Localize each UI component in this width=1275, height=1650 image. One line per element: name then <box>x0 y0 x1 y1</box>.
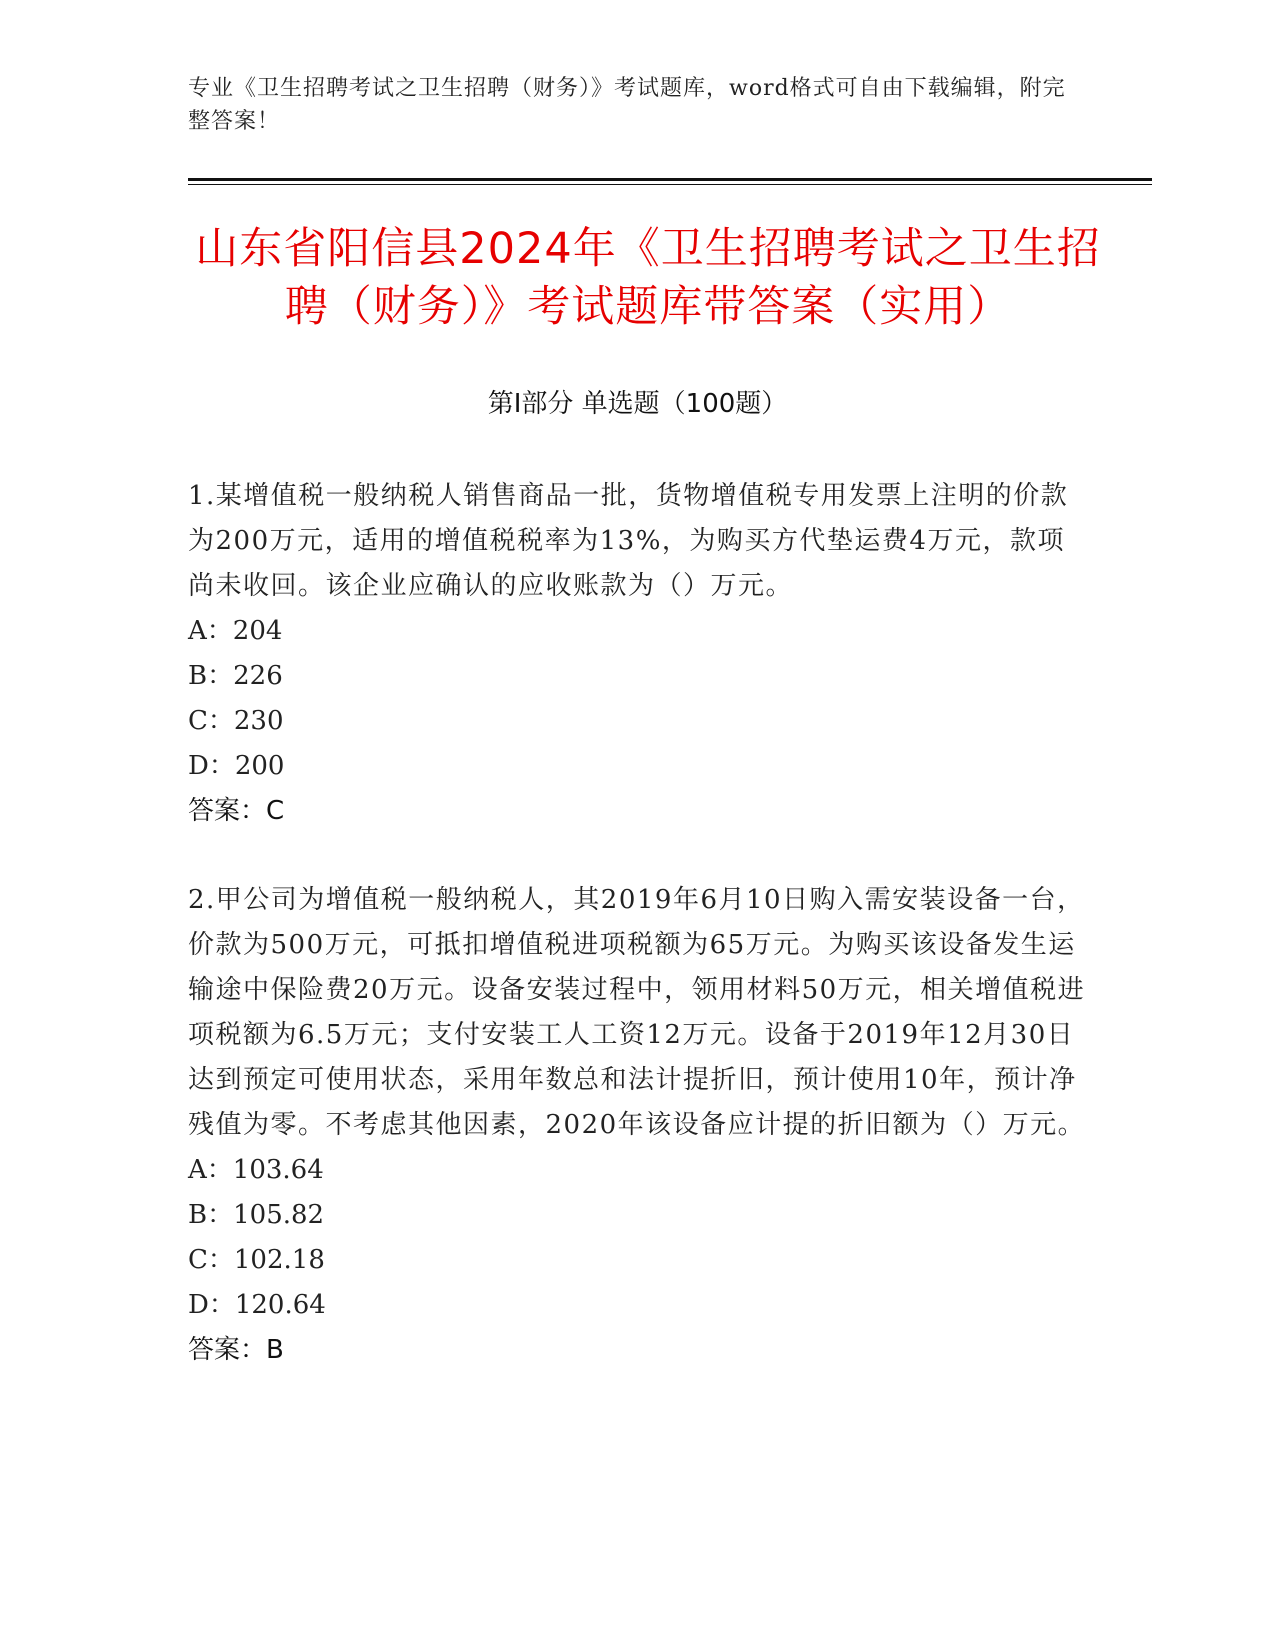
section-heading: 第Ⅰ部分 单选题（100题） <box>487 389 788 419</box>
option-b: B：226 <box>188 661 283 691</box>
header-rule-thick <box>188 178 1152 181</box>
header-rule-thin <box>188 184 1152 185</box>
question-stem: 2.甲公司为增值税一般纳税人，其2019年6月10日购入需安装设备一台，价款为500万元，可抵扣增值税进项税额为65万元。为购买该设备发生运输途中保险费20万元。设备安装过程中，领用材料50万元，相关增值税进项税额为6.5万元；支付安装工人工资12万元。设备于2019年12月30日达到预定可使用状态，采用年数总和法计提折旧，预计使用10年，预计净残值为零。不考虑其他因素，2020年该设备应计提的折旧额为（）万元。 <box>188 885 1086 1140</box>
answer: 答案：C <box>188 796 285 826</box>
header-note: 专业《卫生招聘考试之卫生招聘（财务）》考试题库，word格式可自由下载编辑，附完整答案！ <box>188 76 1066 134</box>
question-2 <box>188 878 1088 1373</box>
answer: 答案：B <box>188 1335 284 1365</box>
option-a: A：103.64 <box>188 1155 324 1185</box>
option-c: C：230 <box>188 706 284 736</box>
option-b: B：105.82 <box>188 1200 325 1230</box>
option-a: A：204 <box>188 616 283 646</box>
question-stem: 1.某增值税一般纳税人销售商品一批，货物增值税专用发票上注明的价款为200万元，适用的增值税税率为13%，为购买方代垫运费4万元，款项尚未收回。该企业应确认的应收账款为（）万元。 <box>188 481 1069 601</box>
option-d: D：120.64 <box>188 1290 326 1320</box>
option-d: D：200 <box>188 751 285 781</box>
document-title: 山东省阳信县2024年《卫生招聘考试之卫生招聘（财务）》考试题库带答案（实用） <box>195 224 1101 332</box>
option-c: C：102.18 <box>188 1245 325 1275</box>
question-1 <box>188 474 1088 834</box>
